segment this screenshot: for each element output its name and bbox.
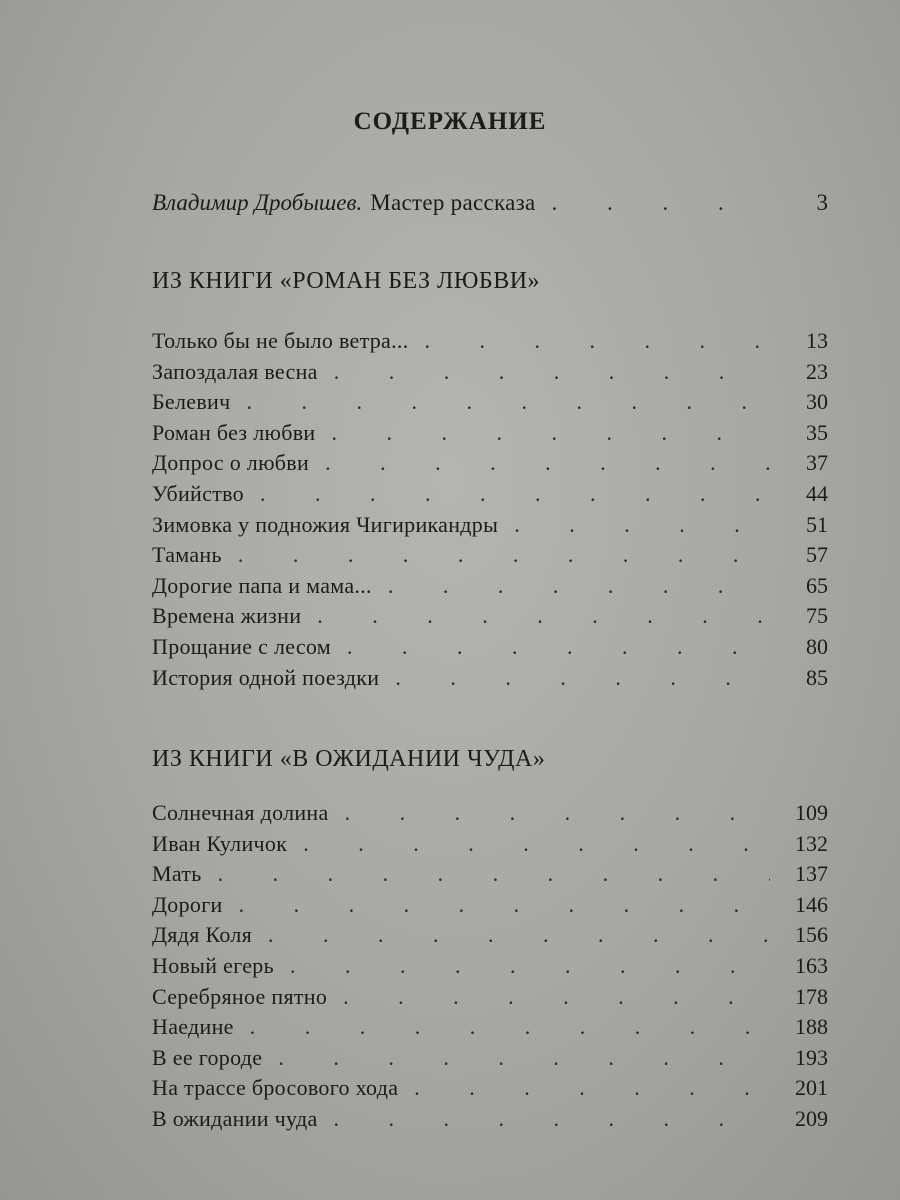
toc-entry-title: История одной поездки [152, 664, 380, 690]
toc-entry [152, 387, 828, 418]
dot-leader [246, 387, 770, 418]
dot-leader [425, 326, 770, 357]
toc-entry-page: 44 [806, 480, 828, 506]
toc-entry-page: 57 [806, 542, 828, 568]
toc-entry-title: Солнечная долина [152, 800, 329, 825]
toc-entry [152, 951, 828, 982]
dot-leader [334, 357, 770, 388]
dot-leader [238, 540, 770, 571]
toc-entry-page: 188 [795, 1014, 828, 1040]
dot-leader [303, 829, 770, 860]
toc-entry [152, 1043, 828, 1074]
toc-entry-page: 163 [795, 952, 828, 978]
dot-leader [250, 1012, 770, 1043]
toc-entry-page: 146 [795, 891, 828, 917]
toc-entry-page: 23 [806, 358, 828, 384]
dot-leader [334, 1104, 770, 1135]
dot-leader [552, 190, 770, 216]
dot-leader [268, 920, 770, 951]
dot-leader [325, 448, 770, 479]
toc-entry-title: Прощание с лесом [152, 633, 332, 659]
toc-entry-page: 201 [795, 1075, 828, 1101]
toc-entry-page: 109 [795, 800, 828, 825]
toc-entry-title: Допрос о любви [152, 450, 310, 476]
toc-entry [152, 357, 828, 388]
dot-leader [239, 890, 770, 921]
dot-leader [278, 1043, 770, 1074]
intro-page-number: 3 [816, 190, 828, 215]
dot-leader [347, 632, 770, 663]
toc-entry-page: 209 [795, 1105, 828, 1131]
toc-entry [152, 479, 828, 510]
toc-entry [152, 601, 828, 632]
toc-entry-title: Только бы не было ветра... [152, 328, 409, 353]
dot-leader [218, 859, 770, 890]
toc-entry-page: 13 [806, 328, 828, 353]
toc-entry-title: Мать [152, 861, 202, 887]
toc-entry [152, 540, 828, 571]
toc-entry-page: 132 [795, 830, 828, 856]
toc-entry [152, 510, 828, 541]
toc-entry-title: Роман без любви [152, 419, 316, 445]
toc-entry [152, 829, 828, 860]
section-heading-chudo: ИЗ КНИГИ «В ОЖИДАНИИ ЧУДА» [152, 746, 546, 772]
toc-entry-page: 137 [795, 861, 828, 887]
dot-leader [388, 571, 770, 602]
toc-entry-title: Серебряное пятно [152, 983, 328, 1009]
toc-entry [152, 418, 828, 449]
toc-entry-title: На трассе бросового хода [152, 1075, 399, 1101]
toc-entry-page: 85 [806, 664, 828, 690]
toc-list-roman [152, 326, 828, 693]
toc-entry-title: Новый егерь [152, 952, 274, 978]
toc-entry-title: Убийство [152, 480, 244, 506]
toc-intro-entry [152, 190, 828, 222]
dot-leader [317, 601, 770, 632]
toc-entry-title: Дядя Коля [152, 922, 253, 948]
toc-entry-page: 35 [806, 419, 828, 445]
toc-entry-page: 65 [806, 572, 828, 598]
dot-leader [260, 479, 770, 510]
section-heading-roman: ИЗ КНИГИ «РОМАН БЕЗ ЛЮБВИ» [152, 268, 541, 294]
toc-entry [152, 798, 828, 829]
toc-entry [152, 571, 828, 602]
dot-leader [395, 663, 770, 694]
toc-entry [152, 1012, 828, 1043]
intro-author: Владимир Дробышев. [152, 190, 363, 215]
toc-entry-page: 75 [806, 603, 828, 629]
dot-leader [414, 1073, 770, 1104]
dot-leader [343, 982, 770, 1013]
toc-entry-page: 30 [806, 389, 828, 415]
toc-entry-page: 156 [795, 922, 828, 948]
toc-entry-title: Тамань [152, 542, 222, 568]
toc-entry [152, 632, 828, 663]
dot-leader [345, 798, 770, 829]
dot-leader [331, 418, 770, 449]
toc-entry [152, 1073, 828, 1104]
toc-entry [152, 982, 828, 1013]
toc-entry-title: Времена жизни [152, 603, 302, 629]
toc-entry [152, 1104, 828, 1135]
toc-entry-title: Дороги [152, 891, 223, 917]
toc-entry [152, 920, 828, 951]
toc-entry-title: Запоздалая весна [152, 358, 318, 384]
toc-entry-title: Белевич [152, 389, 231, 415]
toc-entry-title: В ее городе [152, 1044, 263, 1070]
intro-label: Мастер рассказа [370, 190, 536, 215]
toc-entry-page: 51 [806, 511, 828, 537]
toc-entry-page: 193 [795, 1044, 828, 1070]
toc-entry-page: 80 [806, 633, 828, 659]
toc-entry [152, 663, 828, 694]
dot-leader [290, 951, 770, 982]
dot-leader [514, 510, 770, 541]
toc-entry [152, 448, 828, 479]
toc-entry-title: В ожидании чуда [152, 1105, 318, 1131]
toc-entry-page: 178 [795, 983, 828, 1009]
toc-entry [152, 326, 828, 357]
toc-entry [152, 859, 828, 890]
page-title: СОДЕРЖАНИЕ [353, 108, 547, 135]
toc-entry-title: Зимовка у подножия Чигирикандры [152, 511, 499, 537]
toc-entry-title: Иван Куличок [152, 830, 288, 856]
toc-entry-title: Дорогие папа и мама... [152, 572, 372, 598]
toc-list-chudo [152, 798, 828, 1135]
toc-entry-title: Наедине [152, 1014, 234, 1040]
toc-entry [152, 890, 828, 921]
toc-entry-page: 37 [806, 450, 828, 476]
